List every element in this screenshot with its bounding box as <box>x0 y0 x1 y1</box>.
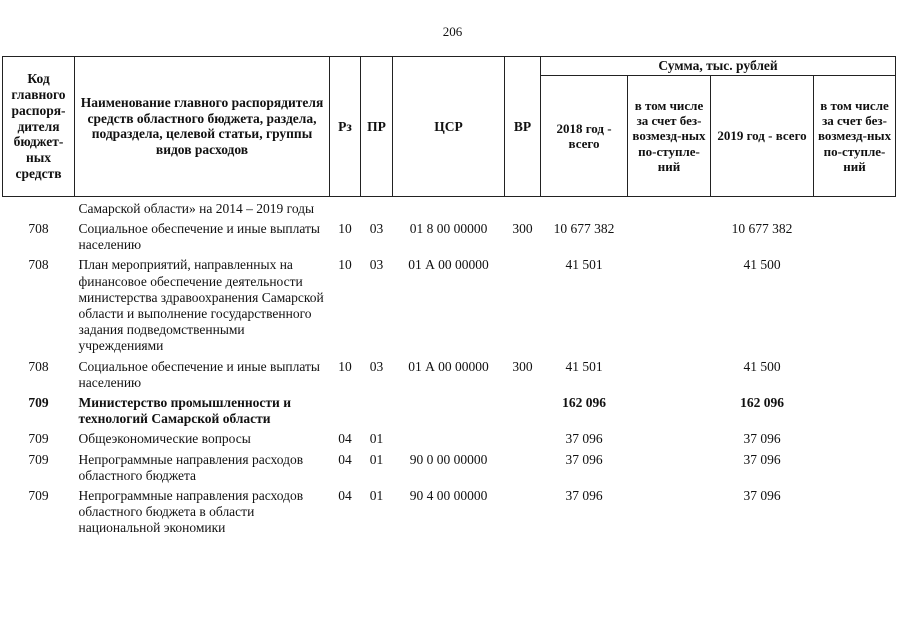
row-name: Социальное обеспечение и иные выплаты населению <box>78 221 320 253</box>
row-vr <box>505 485 541 538</box>
row-csr <box>393 196 505 218</box>
row-pr: 01 <box>369 487 384 503</box>
row-code: 708 <box>28 221 49 237</box>
row-rz <box>330 392 361 428</box>
row-name: Непрограммные направления расходов областного бюджета в области национальной экономики <box>78 487 304 536</box>
page-number: 206 <box>442 24 463 39</box>
row-pr <box>361 392 393 428</box>
header-2018-total: 2018 год - всего <box>541 75 628 196</box>
row-name: Министерство промышленности и технологий Самарской области <box>78 394 291 427</box>
row-rz: 10 <box>338 358 352 374</box>
row-rz: 10 <box>338 257 352 273</box>
row-free-2019 <box>814 428 896 448</box>
row-pr: 01 <box>369 451 384 467</box>
row-code: 709 <box>28 431 49 447</box>
row-sum-2019 <box>711 196 814 218</box>
row-csr <box>393 392 505 428</box>
row-rz: 04 <box>338 487 352 503</box>
row-rz <box>330 196 361 218</box>
table-row <box>3 218 896 254</box>
row-csr <box>393 428 505 448</box>
row-free-2019 <box>814 485 896 538</box>
row-vr: 300 <box>512 358 533 374</box>
header-pr: ПР <box>361 57 393 197</box>
row-pr: 03 <box>369 221 384 237</box>
row-name: Общеэкономические вопросы <box>78 431 251 447</box>
row-sum-2018: 162 096 <box>562 394 606 410</box>
row-free-2018 <box>628 356 711 392</box>
row-free-2019 <box>814 254 896 355</box>
row-sum-2019: 10 677 382 <box>731 221 793 237</box>
row-vr: 300 <box>512 221 533 237</box>
row-free-2018 <box>628 254 711 355</box>
table-row <box>3 485 896 538</box>
row-rz: 10 <box>338 221 352 237</box>
row-sum-2018: 41 501 <box>565 257 603 273</box>
row-csr: 01 8 00 00000 <box>409 221 488 237</box>
header-2019-total: 2019 год - всего <box>711 75 814 196</box>
row-name: План мероприятий, направленных на финансовое обеспечение деятельности министерства здравоохранения Самарской области и выполнение государственного задания подведомственными учреждениями <box>78 257 324 354</box>
row-rz: 04 <box>338 451 352 467</box>
row-free-2019 <box>814 356 896 392</box>
row-vr <box>505 254 541 355</box>
row-sum-2019: 41 500 <box>743 358 781 374</box>
header-sum-group: Сумма, тыс. рублей <box>541 57 896 76</box>
row-sum-2019: 41 500 <box>743 257 781 273</box>
row-sum-2018: 10 677 382 <box>553 221 615 237</box>
row-csr: 01 А 00 00000 <box>408 358 489 374</box>
row-sum-2018 <box>541 196 628 218</box>
table-row <box>3 428 896 448</box>
row-name: Самарской области» на 2014 – 2019 годы <box>78 200 315 216</box>
header-2018-free: в том числе за счет без-возмезд-ных по-ступле-ний <box>628 75 711 196</box>
row-free-2019 <box>814 449 896 485</box>
row-csr: 90 0 00 00000 <box>409 451 488 467</box>
row-pr: 01 <box>369 431 384 447</box>
row-sum-2019: 37 096 <box>743 431 781 447</box>
row-code: 708 <box>28 358 49 374</box>
row-free-2018 <box>628 428 711 448</box>
row-code: 709 <box>28 487 49 503</box>
table-row <box>3 254 896 355</box>
row-rz: 04 <box>338 431 352 447</box>
row-vr <box>505 428 541 448</box>
row-free-2018 <box>628 392 711 428</box>
row-pr: 03 <box>369 358 384 374</box>
row-code: 709 <box>28 451 49 467</box>
row-code: 709 <box>28 394 49 410</box>
header-rz: Рз <box>330 57 361 197</box>
row-vr <box>505 449 541 485</box>
row-free-2018 <box>628 449 711 485</box>
header-2019-free: в том числе за счет без-возмезд-ных по-ступле-ний <box>814 75 896 196</box>
row-vr <box>505 196 541 218</box>
row-sum-2019: 37 096 <box>743 487 781 503</box>
row-free-2018 <box>628 485 711 538</box>
row-sum-2018: 37 096 <box>565 451 603 467</box>
row-code: 708 <box>28 257 49 273</box>
row-csr: 90 4 00 00000 <box>409 487 488 503</box>
row-csr: 01 А 00 00000 <box>408 257 489 273</box>
row-free-2018 <box>628 218 711 254</box>
table-row <box>3 196 896 218</box>
budget-table <box>2 56 896 537</box>
header-code: Код главного распоря-дителя бюджет-ных средств <box>3 57 75 197</box>
header-name: Наименование главного распорядителя средств областного бюджета, раздела, подраздела, целевой статьи, группы видов расходов <box>75 57 330 197</box>
row-free-2019 <box>814 218 896 254</box>
row-name: Непрограммные направления расходов областного бюджета <box>78 451 304 483</box>
row-sum-2019: 162 096 <box>740 394 784 410</box>
header-csr: ЦСР <box>393 57 505 197</box>
row-free-2019 <box>814 196 896 218</box>
row-sum-2019: 37 096 <box>743 451 781 467</box>
row-code <box>3 196 75 218</box>
row-sum-2018: 37 096 <box>565 431 603 447</box>
row-pr <box>361 196 393 218</box>
row-vr <box>505 392 541 428</box>
row-free-2019 <box>814 392 896 428</box>
row-free-2018 <box>628 196 711 218</box>
table-row <box>3 449 896 485</box>
table-row <box>3 356 896 392</box>
row-name: Социальное обеспечение и иные выплаты населению <box>78 358 320 390</box>
row-pr: 03 <box>369 257 384 273</box>
table-row <box>3 392 896 428</box>
header-vr: ВР <box>505 57 541 197</box>
row-sum-2018: 41 501 <box>565 358 603 374</box>
row-sum-2018: 37 096 <box>565 487 603 503</box>
